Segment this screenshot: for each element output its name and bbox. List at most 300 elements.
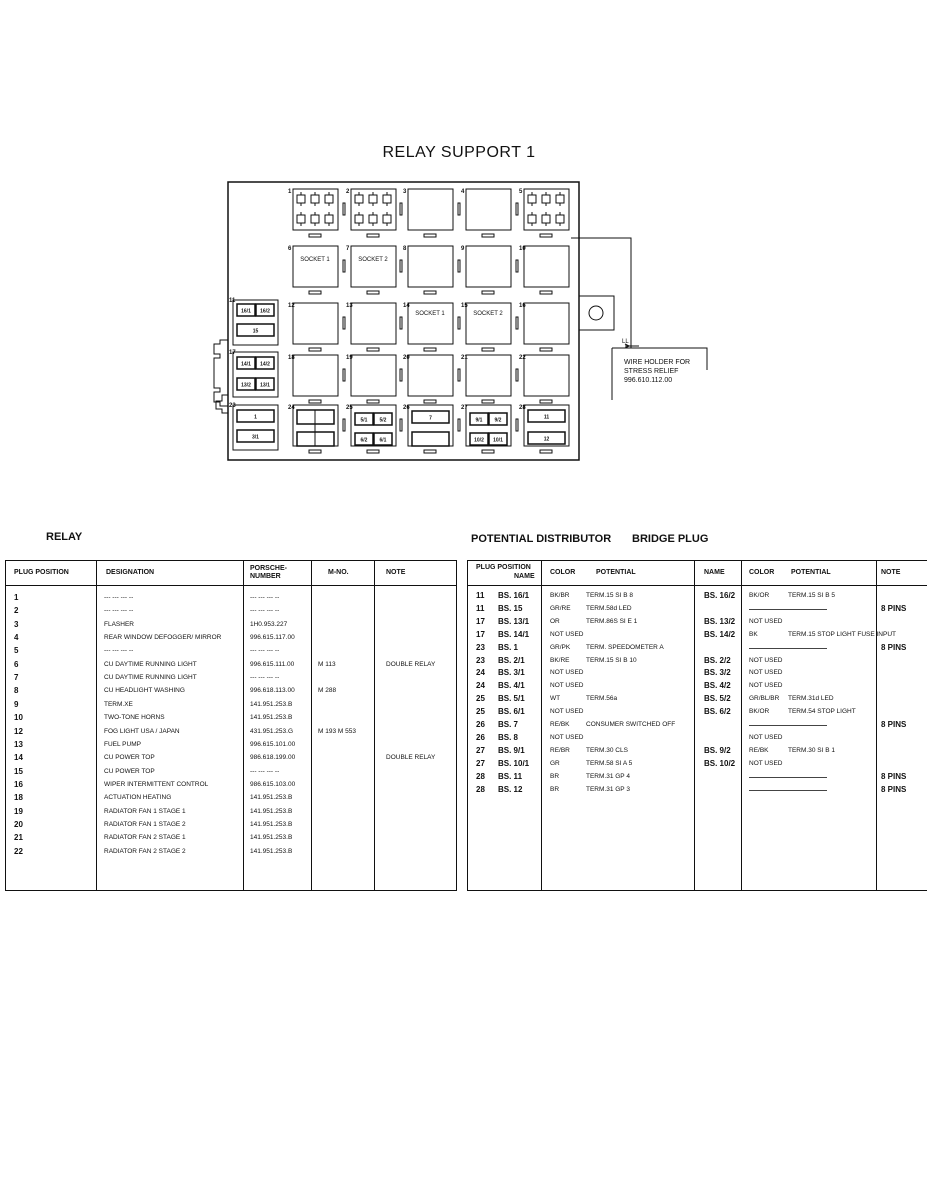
relay-pin-symbol [325,212,333,226]
slot-number: 7 [346,246,350,252]
relay-cell-pos: 5 [14,646,19,656]
fuse-label: 3/1 [252,434,259,441]
pd-cell-name2: BS. 5/2 [704,694,731,704]
slot-side-bar [458,419,460,431]
pd-cell-pos: 26 [476,732,485,742]
bridge-plug-heading: BRIDGE PLUG [632,533,709,545]
relay-cell-pos: 3 [14,619,19,629]
slot-side-bar [343,419,345,431]
pd-cell-pot: TERM.31 GP 3 [586,785,630,793]
relay-support-frame [228,182,579,460]
pd-cell-color2: BK/OR [749,592,770,599]
pd-cell-color: BK/RE [550,656,570,664]
relay-cell-num: 986.618.199.00 [250,754,296,762]
slot-number: 10 [519,246,526,252]
socket-label: SOCKET 1 [300,257,330,263]
slot-number: 28 [519,405,526,411]
table-row [6,726,458,739]
wire-holder-line [571,238,707,400]
slot-number: 21 [461,355,468,361]
slot-side-bar [400,369,402,381]
table-row [6,659,458,672]
pd-cell-color: BR [550,772,560,780]
relay-pin-symbol [556,212,564,226]
relay-cell-des: CU DAYTIME RUNNING LIGHT [104,660,197,668]
pd-cell-note: 8 PINS [881,642,907,652]
blank-line [749,790,827,791]
pd-cell-name: BS. 13/1 [498,616,530,626]
relay-slot [408,246,453,287]
pd-cell-color2: BK/OR [749,708,770,716]
slot-side-bar [343,203,345,215]
pd-cell-pot2: TERM.30 SI B 1 [788,746,835,754]
relay-slot [466,303,511,344]
pd-cell-color: RE/BK [550,721,570,728]
pd-cell-pos: 17 [476,616,485,626]
relay-cell-des: WIPER INTERMITTENT CONTROL [104,780,209,788]
relay-cell-num: 996.615.111.00 [250,660,295,668]
pd-header-potential-2: POTENTIAL [791,569,831,576]
pd-cell-color2: NOT USED [749,617,783,625]
slot-number: 8 [403,246,407,252]
fuse-label: 9/2 [494,417,502,424]
slot-tab [424,234,436,237]
slot-tab [424,291,436,294]
pd-cell-pot: TERM.58d LED [586,604,632,612]
pd-cell-name: BS. 10/1 [498,758,530,768]
relay-support-diagram [0,0,918,520]
left-clip-upper [214,340,228,406]
socket-label: SOCKET 2 [358,257,388,263]
blank-line [749,609,827,610]
relay-cell-num: 141.951.253.B [250,834,293,842]
slot-side-bar [516,260,518,272]
pd-cell-pot: TERM.86S SI E 1 [586,617,638,625]
relay-pin-symbol [311,212,319,226]
pd-cell-name: BS. 5/1 [498,694,525,704]
slot-side-bar [458,317,460,329]
pd-cell-note: 8 PINS [881,720,907,729]
slot-number: 22 [519,355,526,361]
pd-cell-color: NOT USED [550,682,584,690]
slot-tab [482,291,494,294]
slot-tab [367,348,379,351]
relay-cell-pos: 16 [14,779,23,789]
relay-cell-pos: 10 [14,713,23,723]
pd-cell-name: BS. 1 [498,642,519,652]
relay-cell-pos: 19 [14,806,23,816]
pd-cell-pot2: TERM.54 STOP LIGHT [788,708,856,716]
relay-slot [293,246,338,287]
pd-cell-color: NOT USED [550,733,584,741]
relay-cell-pos: 18 [14,793,23,803]
table-row [6,832,458,845]
relay-cell-num: --- --- --- -- [250,607,280,615]
pd-cell-color2: NOT USED [749,682,783,690]
fuse-label: 16/1 [241,308,251,315]
relay-cell-des: REAR WINDOW DEFOGGER/ MIRROR [104,634,222,642]
relay-cell-num: 141.951.253.B [250,820,293,828]
pd-cell-color2: NOT USED [749,656,783,664]
relay-cell-m: M 288 [318,687,337,695]
fuse-label: 6/1 [379,437,387,444]
relay-cell-des: TERM.XE [104,700,133,708]
slot-side-bar [516,369,518,381]
relay-pin-symbol [369,192,377,206]
relay-cell-des: ACTUATION HEATING [104,794,172,802]
relay-cell-des: TWO-TONE HORNS [104,714,165,722]
relay-cell-des: CU POWER TOP [104,754,155,762]
slot-side-bar [400,317,402,329]
relay-cell-num: 996.615.117.00 [250,634,295,642]
pd-cell-color2: GR/BL/BR [749,695,780,703]
relay-pin-symbol [369,212,377,226]
relay-cell-num: --- --- --- -- [250,594,280,601]
table-row [6,672,458,685]
blank-line [749,725,827,726]
fuse-label: 1 [254,414,257,421]
slot-tab [540,291,552,294]
slot-number: 4 [461,189,465,195]
slot-tab [540,348,552,351]
wire-holder-label: WIRE HOLDER FOR [624,359,691,366]
relay-cell-des: RADIATOR FAN 1 STAGE 2 [104,820,186,828]
slot-tab [482,348,494,351]
relay-slot [351,246,396,287]
pd-header-color-2: COLOR [749,569,775,576]
slot-tab [482,400,494,403]
pd-cell-pot: TERM.15 SI B 8 [586,592,633,599]
relay-table [5,560,457,891]
pd-cell-pos: 11 [476,591,485,600]
relay-cell-pos: 6 [14,659,19,669]
table-row [6,712,458,725]
relay-slot [293,355,338,396]
slot-tab [367,450,379,453]
relay-cell-num: --- --- --- -- [250,674,280,682]
pd-cell-name: BS. 4/1 [498,681,525,691]
relay-header-m-no: M-NO. [328,569,349,576]
table-row [6,806,458,819]
fuse-label: 13/2 [241,382,251,389]
slot-tab [540,234,552,237]
slot-tab [309,291,321,294]
table-row [6,779,458,792]
slot-tab [540,450,552,453]
relay-header-designation: DESIGNATION [106,569,155,576]
relay-cell-num: 141.951.253.B [250,847,293,855]
pd-cell-pos: 28 [476,771,485,781]
relay-cell-pos: 2 [14,606,19,616]
relay-cell-note: DOUBLE RELAY [386,754,436,762]
table-row [468,758,928,771]
slot-tab [367,400,379,403]
relay-slot [466,355,511,396]
table-row [6,846,458,859]
blank-line [749,777,827,778]
pd-cell-pos: 11 [476,603,485,613]
table-row [468,784,928,797]
table-row [468,642,928,655]
pd-cell-pos: 27 [476,745,485,755]
relay-cell-des: --- --- --- -- [104,594,134,601]
relay-cell-pos: 22 [14,846,23,856]
slot-number: 6 [288,246,292,252]
slot-number: 23 [229,403,236,409]
relay-header-note: NOTE [386,569,406,576]
relay-cell-num: 986.615.103.00 [250,780,296,788]
pd-cell-color2: BK [749,630,758,638]
fuse-label: 10/1 [493,437,503,444]
fuse-label: 14/2 [260,361,270,368]
slot-tab [424,450,436,453]
relay-cell-m: M 193 M 553 [318,727,356,735]
slot-number: 15 [461,303,468,309]
relay-cell-des: --- --- --- -- [104,607,134,615]
slot-tab [424,348,436,351]
relay-cell-num: 431.951.253.G [250,727,294,735]
pd-cell-pot: TERM.56a [586,695,618,703]
pd-cell-color2: NOT USED [749,733,783,741]
table-row [6,619,458,632]
relay-cell-des: CU POWER TOP [104,767,155,775]
table-row [468,667,928,680]
slot-side-bar [516,203,518,215]
relay-pin-symbol [311,192,319,206]
relay-cell-num: 1H0.953.227 [250,620,288,628]
pd-header-color: COLOR [550,569,576,576]
relay-pin-symbol [383,192,391,206]
slot-number: 2 [346,189,350,195]
relay-slot [524,355,569,396]
relay-cell-pos: 21 [14,833,23,843]
relay-pin-symbol [542,212,550,226]
relay-cell-num: 141.951.253.B [250,700,293,708]
fuse-label: 10/2 [474,437,484,444]
pd-cell-name2: BS. 9/2 [704,745,731,755]
pd-cell-color: NOT USED [550,669,584,677]
slot-number: 1 [288,189,292,195]
relay-slot [351,303,396,344]
relay-cell-num: 996.618.113.00 [250,687,295,695]
pd-cell-color: GR/RE [550,604,571,612]
pd-cell-name: BS. 6/1 [498,707,525,717]
slot-tab [367,291,379,294]
slot-side-bar [458,260,460,272]
slot-side-bar [458,369,460,381]
slot-side-bar [516,317,518,329]
slot-tab [367,234,379,237]
relay-pin-symbol [556,192,564,206]
slot-number: 9 [461,246,465,252]
pd-cell-color: WT [550,695,561,703]
ll-label: LL [622,339,629,345]
slot-number: 18 [288,355,295,361]
pd-cell-pot: TERM. SPEEDOMETER A [586,643,664,651]
blank-line [749,648,827,649]
relay-pin-symbol [528,192,536,206]
pd-cell-color: NOT USED [550,630,584,638]
slot-number: 16 [519,303,526,309]
pd-cell-pos: 23 [476,655,485,665]
potential-distributor-table [467,560,927,891]
table-row [468,655,928,668]
pd-cell-pos: 27 [476,758,485,768]
slot-number: 12 [288,303,295,309]
table-row [468,693,928,706]
relay-pin-symbol [297,192,305,206]
socket-label: SOCKET 1 [415,311,445,317]
slot-number: 20 [403,355,410,361]
slot-side-bar [516,419,518,431]
slot-side-bar [400,260,402,272]
pd-cell-name2: BS. 14/2 [704,629,736,639]
pd-cell-note: 8 PINS [881,603,907,613]
relay-cell-des: FUEL PUMP [104,740,141,748]
relay-cell-num: 141.951.253.B [250,714,293,722]
fuse-label: 11 [543,414,550,421]
relay-slot [466,246,511,287]
slot-number: 11 [229,298,236,304]
slot-side-bar [343,260,345,272]
pd-cell-pot: CONSUMER SWITCHED OFF [586,721,676,728]
pd-header-note: NOTE [881,569,901,576]
relay-cell-num: --- --- --- -- [250,767,280,775]
relay-cell-pos: 4 [14,633,19,643]
relay-cell-pos: 14 [14,753,23,763]
pd-cell-pos: 28 [476,784,485,794]
table-row [6,605,458,618]
relay-cell-pos: 9 [14,699,19,709]
relay-pin-symbol [355,212,363,226]
pd-header-plug-position: PLUG POSITION [476,564,531,571]
slot-tab [309,400,321,403]
pd-cell-pos: 26 [476,720,485,729]
fuse-label: 15 [252,328,259,335]
relay-slot [524,246,569,287]
pd-cell-name2: BS. 13/2 [704,616,736,626]
relay-cell-des: RADIATOR FAN 1 STAGE 1 [104,807,186,815]
pd-header-potential: POTENTIAL [596,569,636,576]
relay-header-porsche-number: PORSCHE-NUMBER [250,565,287,580]
pd-cell-name2: BS. 2/2 [704,655,731,665]
pd-cell-color: BK/BR [550,592,570,599]
fuse-label: 12 [543,436,550,443]
relay-cell-des: FOG LIGHT USA / JAPAN [104,727,180,735]
pd-cell-name2: BS. 6/2 [704,707,731,717]
relay-pin-symbol [542,192,550,206]
slot-side-bar [458,203,460,215]
fuse-label: 5/1 [360,417,368,424]
pd-cell-name: BS. 3/1 [498,668,525,678]
relay-slot [293,303,338,344]
wire-holder-label: STRESS RELIEF [624,368,679,375]
relay-cell-pos: 20 [14,819,23,829]
pd-cell-pos: 24 [476,668,485,678]
slot-number: 17 [229,350,236,356]
relay-cell-pos: 1 [14,593,19,602]
pd-cell-pos: 23 [476,642,485,652]
relay-heading: RELAY [46,531,83,543]
slot-number: 5 [519,189,523,195]
slot-number: 27 [461,405,468,411]
slot-tab [482,234,494,237]
pd-cell-pos: 25 [476,694,485,704]
pd-cell-color: OR [550,617,560,625]
left-slot [233,405,278,450]
table-row [468,590,928,603]
pd-cell-color: GR [550,759,560,767]
slot-number: 13 [346,303,353,309]
pd-cell-color: RE/BR [550,746,570,754]
fuse-label: 6/2 [360,437,368,444]
table-row [468,706,928,719]
relay-header-plug-position: PLUG POSITION [14,569,69,576]
pd-cell-color2: NOT USED [749,759,783,767]
table-row [6,685,458,698]
relay-cell-num: --- --- --- -- [250,647,280,655]
table-row [6,592,458,605]
pd-cell-name: BS. 14/1 [498,629,530,639]
relay-cell-des: CU HEADLIGHT WASHING [104,687,185,695]
mounting-tab [579,296,614,330]
pd-cell-name2: BS. 16/2 [704,591,736,600]
pd-cell-name: BS. 2/1 [498,655,525,665]
pd-cell-name2: BS. 4/2 [704,681,731,691]
slot-number: 24 [288,405,295,411]
relay-cell-pos: 7 [14,673,19,683]
relay-slot [408,189,453,230]
relay-cell-m: M 113 [318,660,336,668]
relay-cell-pos: 13 [14,739,23,749]
pd-cell-pot: TERM.31 GP 4 [586,772,630,780]
slot-tab [309,234,321,237]
fuse-label: 13/1 [260,382,270,389]
pd-cell-name2: BS. 10/2 [704,758,736,768]
pd-cell-note: 8 PINS [881,784,907,794]
relay-cell-pos: 15 [14,766,23,776]
slot-tab [424,400,436,403]
relay-cell-des: CU DAYTIME RUNNING LIGHT [104,674,197,682]
slot-number: 26 [403,405,410,411]
potential-distributor-heading: POTENTIAL DISTRIBUTOR [471,533,612,545]
pd-header-name-2: NAME [704,569,725,576]
pd-cell-color: BR [550,785,560,793]
pd-cell-pos: 17 [476,629,485,639]
wire-holder-label: 996.610.112.00 [624,377,673,384]
slot-tab [482,450,494,453]
mounting-hole [589,306,603,320]
table-row [468,616,928,629]
pd-cell-color2: RE/BK [749,746,769,754]
pd-cell-name: BS. 12 [498,784,523,794]
pd-cell-pot2: TERM.15 STOP LIGHT FUSE INPUT [788,630,896,638]
pd-cell-pot2: TERM.31d LED [788,695,834,703]
pd-cell-name: BS. 16/1 [498,591,530,600]
slot-tab [309,348,321,351]
fuse-label: 5/2 [379,417,387,424]
table-row [6,792,458,805]
relay-pin-symbol [528,212,536,226]
relay-slot [524,303,569,344]
page-title: RELAY SUPPORT 1 [382,144,536,161]
slot-number: 19 [346,355,353,361]
relay-cell-pos: 8 [14,686,19,696]
relay-slot [408,303,453,344]
pd-cell-note: 8 PINS [881,771,907,781]
relay-cell-note: DOUBLE RELAY [386,660,436,668]
fuse-label: 16/2 [260,308,270,315]
